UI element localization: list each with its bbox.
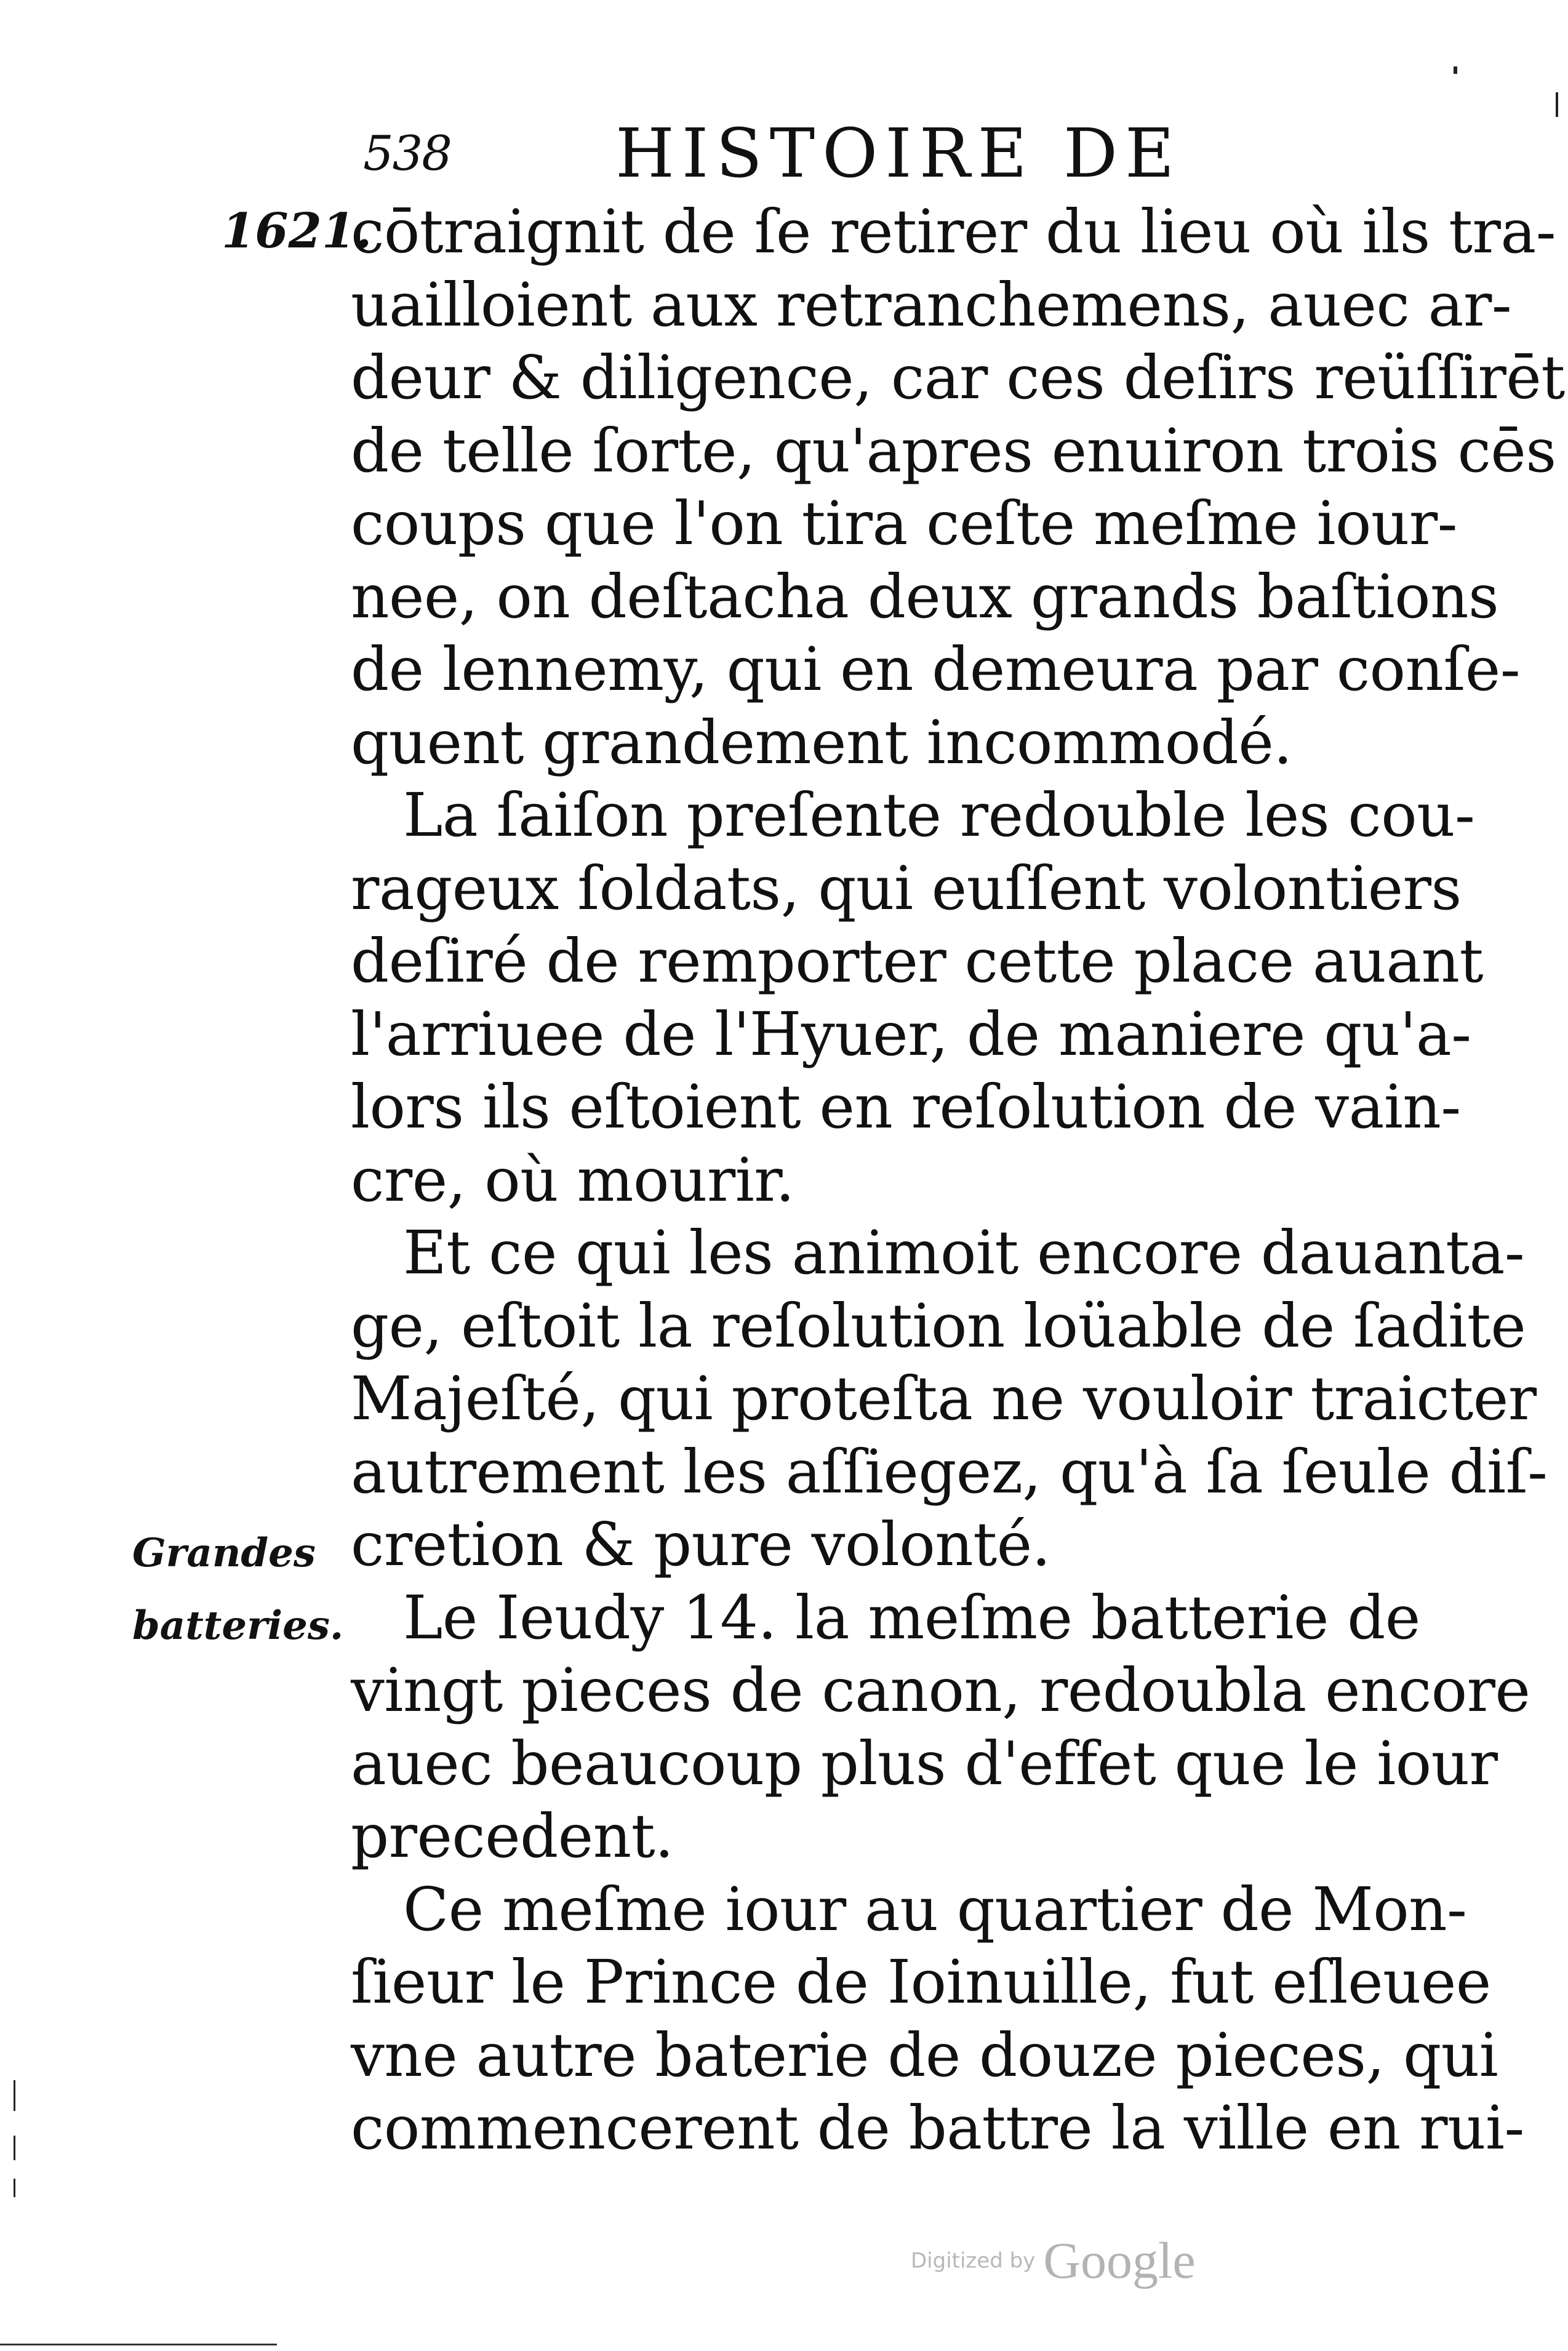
text-line: La ſaiſon preſente redouble les cou- xyxy=(403,780,1475,850)
text-line: autrement les aſſiegez, qu'à ſa ſeule diſ- xyxy=(351,1436,1548,1507)
text-line: Et ce qui les animoit encore dauanta- xyxy=(403,1218,1525,1288)
edge-speck xyxy=(14,2179,15,2197)
text-line: ſieur le Prince de Ioinuille, fut eſleuee xyxy=(351,1947,1491,2017)
text-line: deur & diligence, car ces deſirs reüſſirēt xyxy=(351,343,1565,412)
text-line: deſiré de remporter cette place auant xyxy=(351,926,1484,996)
running-title: HISTOIRE DE xyxy=(615,114,1182,193)
text-line: precedent. xyxy=(351,1801,674,1871)
body-text xyxy=(351,196,1565,2165)
edge-speck xyxy=(14,2136,15,2160)
bottom-edge-rule xyxy=(0,2344,277,2345)
text-line: quent grandement incommodé. xyxy=(351,707,1292,777)
text-line: l'arriuee de l'Hyuer, de maniere qu'a- xyxy=(351,999,1471,1069)
text-line: de lennemy, qui en demeura par conſe- xyxy=(351,635,1521,704)
text-line: commencerent de battre la ville en rui- xyxy=(351,2093,1524,2163)
margin-note-line: batteries. xyxy=(132,1603,344,1649)
text-line: coups que l'on tira ceſte meſme iour- xyxy=(351,489,1458,558)
edge-speck xyxy=(1556,92,1558,117)
text-line: nee, on deſtacha deux grands baſtions xyxy=(351,561,1499,631)
page-number: 538 xyxy=(363,126,451,182)
margin-year: 1621. xyxy=(222,203,372,259)
text-line: Ce meſme iour au quartier de Mon- xyxy=(403,1874,1467,1944)
text-line: vingt pieces de canon, redoubla encore xyxy=(351,1656,1530,1725)
text-line: Le Ieudy 14. la meſme batterie de xyxy=(403,1582,1420,1652)
text-line: lors ils eſtoient en reſolution de vain- xyxy=(351,1072,1461,1142)
brand-logo: Google xyxy=(1043,2232,1196,2289)
text-line: cretion & pure volonté. xyxy=(351,1510,1050,1579)
edge-speck xyxy=(1454,66,1457,74)
text-line: ge, eſtoit la reſolution loüable de ſadite xyxy=(351,1291,1526,1361)
text-line: cōtraignit de ſe retirer du lieu où ils tra- xyxy=(351,197,1556,266)
text-line: cre, où mourir. xyxy=(351,1145,794,1215)
margin-note-line: Grandes xyxy=(132,1530,316,1576)
digitization-watermark xyxy=(911,2231,1196,2291)
margin-note xyxy=(132,1517,344,1662)
text-line: rageux ſoldats, qui euſſent volontiers xyxy=(351,853,1462,923)
edge-speck xyxy=(14,2080,15,2111)
text-line: vne autre baterie de douze pieces, qui xyxy=(351,2020,1498,2090)
text-line: uailloient aux retranchemens, auec ar- xyxy=(351,270,1512,340)
text-line: de telle ſorte, qu'apres enuiron trois cēs xyxy=(351,415,1556,486)
digitized-label: Digitized by xyxy=(911,2248,1036,2273)
running-head xyxy=(363,108,1225,194)
text-line: auec beaucoup plus d'effet que le iour xyxy=(351,1728,1498,1798)
text-line: Majeſté, qui proteſta ne vouloir traicter xyxy=(351,1364,1537,1433)
